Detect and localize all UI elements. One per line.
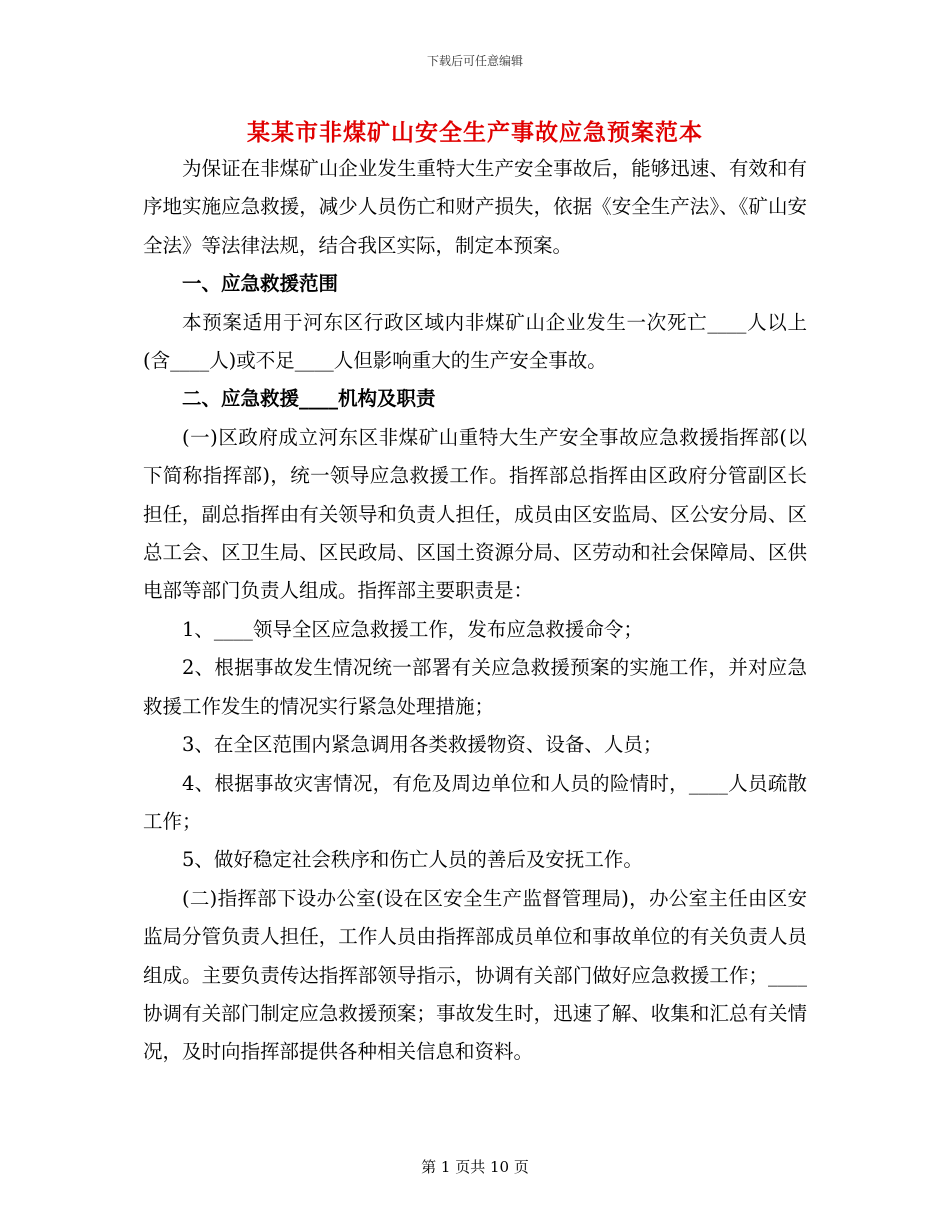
duty-item-3: 3、在全区范围内紧急调用各类救援物资、设备、人员；	[182, 733, 663, 757]
intro-paragraph: 为保证在非煤矿山企业发生重特大生产安全事故后，能够迅速、有效和有序地实施应急救援，减少人员伤亡和财产损失，依据《安全生产法》、《矿山安全法》等法律法规，结合我区实际，制定本预案。	[143, 157, 807, 257]
scope-paragraph: 本预案适用于河东区行政区域内非煤矿山企业发生一次死亡____人以上(含____人)或不足____人但影响重大的生产安全事故。	[143, 310, 807, 373]
duty-item-5: 5、做好稳定社会秩序和伤亡人员的善后及安抚工作。	[182, 848, 643, 872]
document-title: 某某市非煤矿山安全生产事故应急预案范本	[247, 119, 703, 146]
page-header: 下载后可任意编辑	[426, 54, 523, 68]
section-heading-organization: 二、应急救援____机构及职责	[182, 387, 436, 411]
duty-item-1: 1、____领导全区应急救援工作，发布应急救援命令；	[182, 617, 643, 641]
document-body	[143, 150, 807, 1072]
office-paragraph: (二)指挥部下设办公室(设在区安全生产监督管理局)，办公室主任由区安监局分管负责人担任，工作人员由指挥部成员单位和事故单位的有关负责人员组成。主要负责传达指挥部领导指示，协调有关部门做好应急救援工作；____协调有关部门制定应急救援预案；事故发生时，迅速了解、收集和汇总有关情况，及时向指挥部提供各种相关信息和资料。	[143, 886, 807, 1064]
page-footer: 第 1 页共 10 页	[421, 1158, 529, 1176]
duty-item-4: 4、根据事故灾害情况，有危及周边单位和人员的险情时，____人员疏散工作；	[143, 771, 807, 833]
section-heading-scope: 一、应急救援范围	[182, 272, 339, 296]
command-paragraph: (一)区政府成立河东区非煤矿山重特大生产安全事故应急救援指挥部(以下简称指挥部)，统一领导应急救援工作。指挥部总指挥由区政府分管副区长担任，副总指挥由有关领导和负责人担任，成员由区安监局、区公安分局、区总工会、区卫生局、区民政局、区国土资源分局、区劳动和社会保障局、区供电部等部门负责人组成。指挥部主要职责是：	[143, 425, 807, 603]
duty-item-2: 2、根据事故发生情况统一部署有关应急救援预案的实施工作，并对应急救援工作发生的情况实行紧急处理措施；	[143, 656, 807, 718]
